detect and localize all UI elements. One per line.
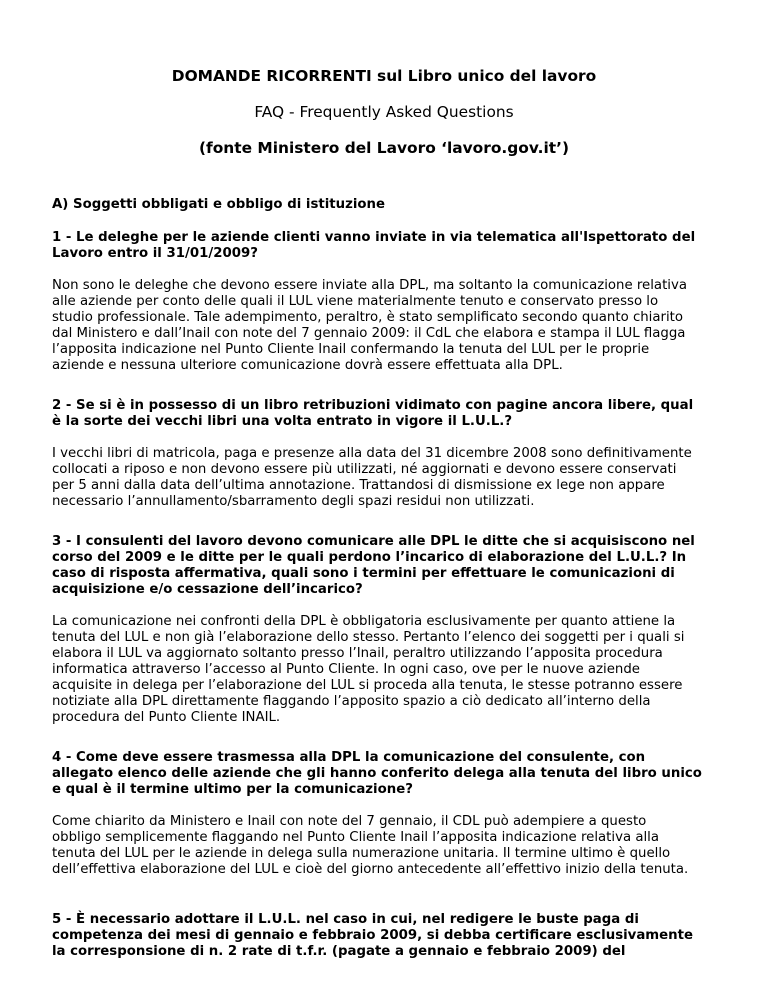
question-2-line-2: è la sorte dei vecchi libri una volta entrato in vigore il L.U.L.? xyxy=(52,414,513,429)
answer-3-line-2: tenuta del LUL e non già l’elaborazione dello stesso. Pertanto l’elenco dei soggetti per i quali si xyxy=(52,630,685,645)
answer-2-line-4: necessario l’annullamento/sbarramento degli spazi residui non utilizzati. xyxy=(52,494,535,509)
answer-1-line-2: alle aziende per conto delle quali il LUL viene materialmente tenuto e conservato presso lo xyxy=(52,294,659,309)
answer-4-line-2: obbligo semplicemente flaggando nel Punto Cliente Inail l’apposita indicazione relativa alla xyxy=(52,830,660,845)
question-4-line-1: 4 - Come deve essere trasmessa alla DPL la comunicazione del consulente, con xyxy=(52,750,646,765)
question-4-line-3: e qual è il termine ultimo per la comunicazione? xyxy=(52,782,413,797)
answer-4-line-1: Come chiarito da Ministero e Inail con note del 7 gennaio, il CDL può adempiere a questo xyxy=(52,814,647,829)
question-2-line-1: 2 - Se si è in possesso di un libro retribuzioni vidimato con pagine ancora libere, qual xyxy=(52,398,694,413)
answer-3-line-4: informatica attraverso l’accesso al Punto Cliente. In ogni caso, ove per le nuove aziende xyxy=(52,662,640,677)
answer-2-line-2: collocati a riposo e non devono essere più utilizzati, né aggiornati e devono essere conservati xyxy=(52,462,677,477)
question-3-line-1: 3 - I consulenti del lavoro devono comunicare alle DPL le ditte che si acquisiscono nel xyxy=(52,534,695,549)
question-4-line-2: allegato elenco delle aziende che gli hanno conferito delega alla tenuta del libro unico xyxy=(52,766,702,781)
question-3-line-2: corso del 2009 e le ditte per le quali perdono l’incarico di elaborazione del L.U.L.? In xyxy=(52,550,687,565)
answer-3-line-3: elabora il LUL va aggiornato soltanto presso l’Inail, peraltro utilizzando l’apposita procedura xyxy=(52,646,663,661)
question-5-line-2: competenza dei mesi di gennaio e febbraio 2009, si debba certificare esclusivamente xyxy=(52,928,694,943)
answer-1-line-6: aziende e nessuna ulteriore comunicazione dovrà essere effettuata alla DPL. xyxy=(52,358,563,373)
question-5-line-1: 5 - È necessario adottare il L.U.L. nel caso in cui, nel redigere le buste paga di xyxy=(52,912,639,927)
answer-3-line-5: acquisite in delega per l’elaborazione del LUL si proceda alla tenuta, le stesse potranno essere xyxy=(52,678,683,693)
question-3-line-4: acquisizione e/o cessazione dell’incarico? xyxy=(52,582,363,597)
question-5-line-3: la corresponsione di n. 2 rate di t.f.r. (pagate a gennaio e febbraio 2009) del xyxy=(52,944,626,959)
answer-3-line-1: La comunicazione nei confronti della DPL è obbligatoria esclusivamente per quanto attiene la xyxy=(52,614,676,629)
answer-1-line-3: studio professionale. Tale adempimento, peraltro, è stato semplificato secondo quanto chiarito xyxy=(52,310,684,325)
section-heading: A) Soggetti obbligati e obbligo di istituzione xyxy=(52,197,386,212)
answer-2-line-3: per 5 anni dalla data dell’ultima annotazione. Trattandosi di dismissione ex lege non appare xyxy=(52,478,665,493)
question-1-line-2: Lavoro entro il 31/01/2009? xyxy=(52,246,258,261)
document-subtitle: FAQ - Frequently Asked Questions xyxy=(254,103,514,121)
answer-4-line-3: tenuta del LUL per le aziende in delega sulla numerazione unitaria. Il termine ultimo è quello xyxy=(52,846,671,861)
document-title: DOMANDE RICORRENTI sul Libro unico del lavoro xyxy=(171,67,597,85)
answer-1-line-5: l’apposita indicazione nel Punto Cliente Inail confermando la tenuta del LUL per le proprie xyxy=(52,342,650,357)
question-3-line-3: caso di risposta affermativa, quali sono i termini per effettuare le comunicazioni di xyxy=(52,566,675,581)
document-source: (fonte Ministero del Lavoro ‘lavoro.gov.it’) xyxy=(199,139,569,157)
answer-3-line-7: procedura del Punto Cliente INAIL. xyxy=(52,710,281,725)
answer-4-line-4: dell’effettiva elaborazione del LUL e cioè del giorno antecedente all’effettivo inizio della tenuta. xyxy=(52,862,689,877)
answer-3-line-6: notiziate alla DPL direttamente flaggando l’apposito spazio a ciò dedicato all’interno della xyxy=(52,694,651,709)
answer-1-line-4: dal Ministero e dall’Inail con note del 7 gennaio 2009: il CdL che elabora e stampa il LUL flagga xyxy=(52,326,686,341)
answer-2-line-1: I vecchi libri di matricola, paga e presenze alla data del 31 dicembre 2008 sono definitivamente xyxy=(52,446,692,461)
question-1-line-1: 1 - Le deleghe per le aziende clienti vanno inviate in via telematica all'Ispettorato del xyxy=(52,230,696,245)
answer-1-line-1: Non sono le deleghe che devono essere inviate alla DPL, ma soltanto la comunicazione relativa xyxy=(52,278,687,293)
